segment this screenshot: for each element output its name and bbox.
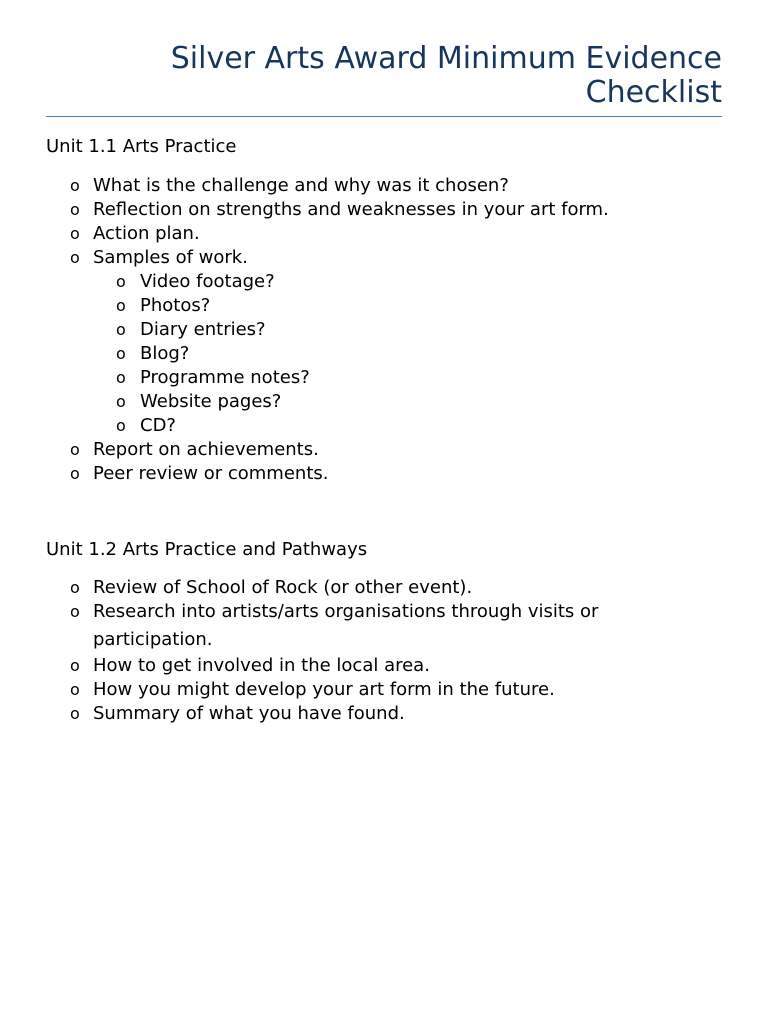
checklist-item xyxy=(0,678,713,702)
hollow-bullet-icon: o xyxy=(70,656,80,675)
unit2-checklist xyxy=(0,576,713,726)
checklist-item xyxy=(0,576,713,600)
checklist-subitem xyxy=(0,342,713,366)
item-text: Summary of what you have found. xyxy=(93,703,405,724)
hollow-bullet-icon: o xyxy=(70,200,80,219)
checklist-item xyxy=(0,598,683,654)
hollow-bullet-icon: o xyxy=(70,440,80,459)
unit1-heading: Unit 1.1 Arts Practice xyxy=(46,136,237,157)
item-text: Samples of work. xyxy=(93,247,248,268)
hollow-bullet-icon: o xyxy=(70,680,80,699)
checklist-subitem xyxy=(0,366,713,390)
item-text: How you might develop your art form in the future. xyxy=(93,679,555,700)
subitem-text: CD? xyxy=(140,415,176,436)
item-text: How to get involved in the local area. xyxy=(93,655,430,676)
checklist-subitem xyxy=(0,294,713,318)
item-text: What is the challenge and why was it chosen? xyxy=(93,175,509,196)
title-line-1: Silver Arts Award Minimum Evidence xyxy=(170,41,722,76)
hollow-bullet-icon: o xyxy=(70,464,80,483)
subitem-text: Programme notes? xyxy=(140,367,310,388)
title-divider xyxy=(46,116,722,117)
checklist-item xyxy=(0,462,713,486)
item-text: Report on achievements. xyxy=(93,439,319,460)
hollow-bullet-icon: o xyxy=(70,248,80,267)
checklist-item xyxy=(0,438,713,462)
hollow-bullet-icon: o xyxy=(116,344,126,363)
checklist-subitem xyxy=(0,318,713,342)
checklist-item xyxy=(0,654,713,678)
title-line-2: Checklist xyxy=(585,75,722,110)
hollow-bullet-icon: o xyxy=(116,416,126,435)
hollow-bullet-icon: o xyxy=(116,320,126,339)
hollow-bullet-icon: o xyxy=(116,368,126,387)
subitem-text: Website pages? xyxy=(140,391,282,412)
hollow-bullet-icon: o xyxy=(70,224,80,243)
item-text: Action plan. xyxy=(93,223,200,244)
subitem-text: Video footage? xyxy=(140,271,275,292)
checklist-subitem xyxy=(0,390,713,414)
checklist-item xyxy=(0,246,713,270)
item-text: Review of School of Rock (or other event). xyxy=(93,577,473,598)
subitem-text: Blog? xyxy=(140,343,190,364)
item-text: Peer review or comments. xyxy=(93,463,329,484)
hollow-bullet-icon: o xyxy=(116,272,126,291)
item-text: Reflection on strengths and weaknesses in your art form. xyxy=(93,199,609,220)
hollow-bullet-icon: o xyxy=(116,392,126,411)
subitem-text: Photos? xyxy=(140,295,211,316)
checklist-subitem xyxy=(0,414,713,438)
hollow-bullet-icon: o xyxy=(116,296,126,315)
checklist-item xyxy=(0,702,713,726)
checklist-item xyxy=(0,222,713,246)
unit1-checklist xyxy=(0,174,713,486)
checklist-subitem xyxy=(0,270,713,294)
document-title xyxy=(46,42,722,110)
subitem-text: Diary entries? xyxy=(140,319,266,340)
hollow-bullet-icon: o xyxy=(70,704,80,723)
unit2-heading: Unit 1.2 Arts Practice and Pathways xyxy=(46,539,368,560)
hollow-bullet-icon: o xyxy=(70,176,80,195)
item-text: Research into artists/arts organisations through visits or participation. xyxy=(93,601,599,650)
hollow-bullet-icon: o xyxy=(70,602,80,621)
checklist-item xyxy=(0,174,713,198)
checklist-item xyxy=(0,198,713,222)
hollow-bullet-icon: o xyxy=(70,578,80,597)
